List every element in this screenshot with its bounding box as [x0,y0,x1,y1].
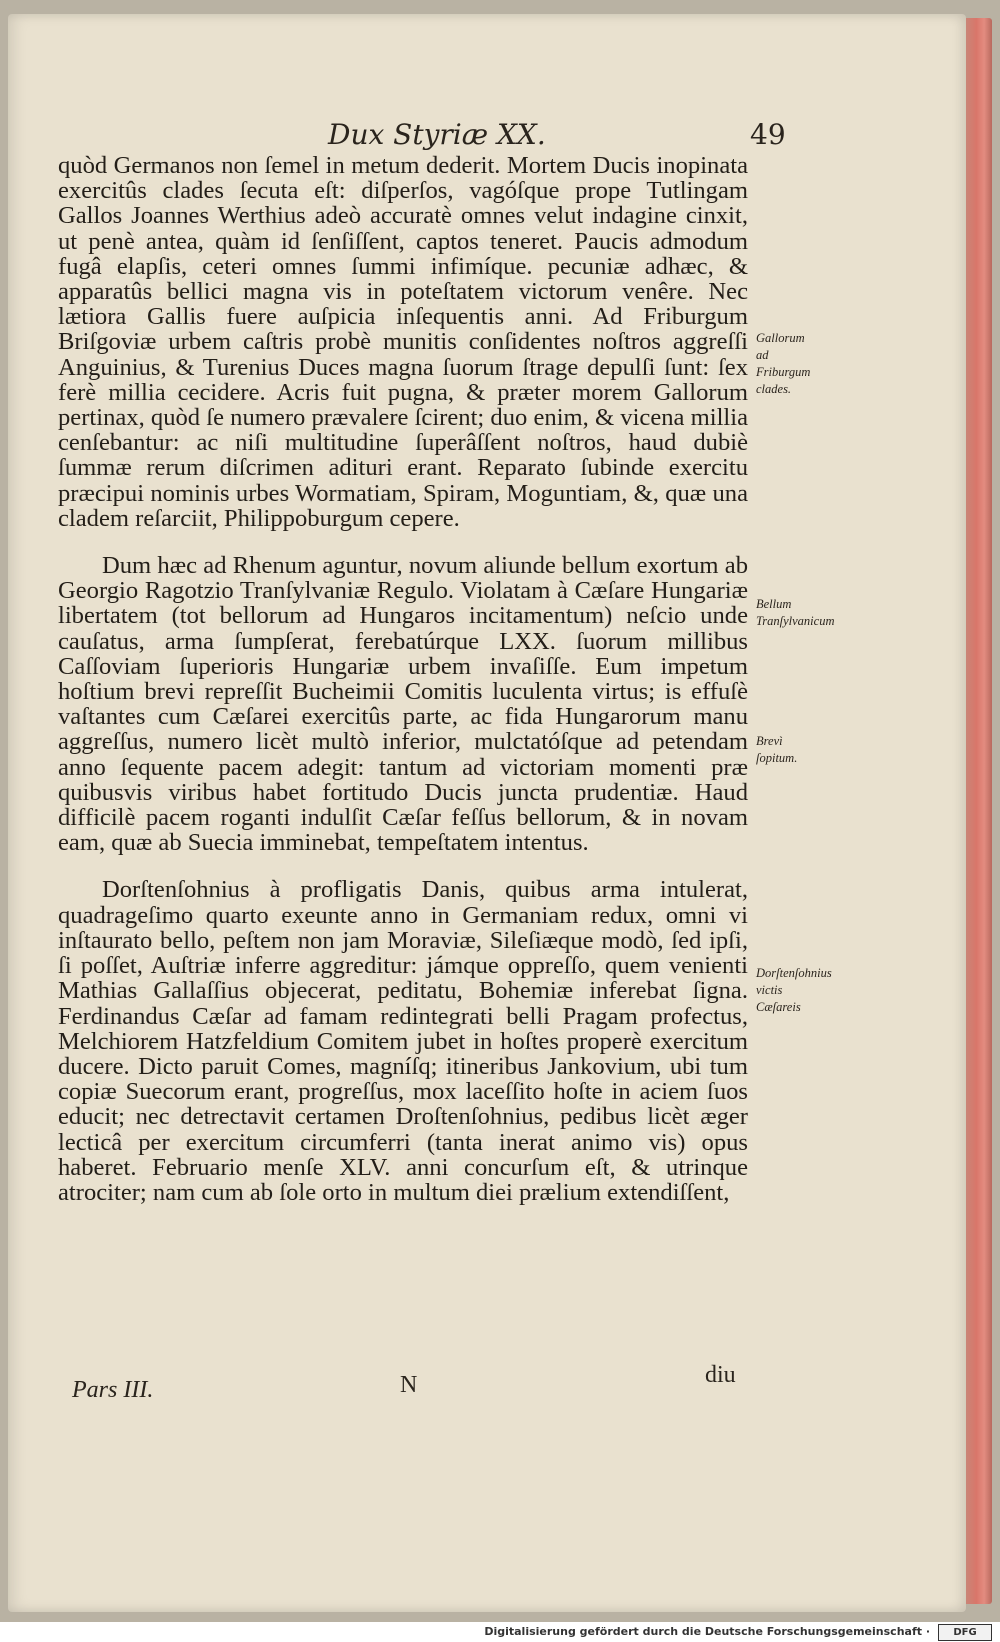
page-number: 49 [750,118,786,151]
dfg-logo-icon: DFG [938,1624,992,1641]
paragraph-2: Dum hæc ad Rhenum aguntur, novum aliunde bellum exortum ab Georgio Ragotzio Tranſylvaniæ Regulo. Violatam à Cæſare Hungariæ libertatem (tot bellorum ad Hungaros incitamentum) neſcio unde cauſatus, arma ſumpſerat, ferebatúrque LXX. ſuorum millibus Caſſoviam ſuperioris Hungariæ urbem invaſiſſe. Eum impetum hoſtium brevi repreſſit Bucheimii Comitis luculenta virtus; is effuſè vaſtantes cum Cæſarei exercitûs parte, ac fida Hungarorum manu aggreſſus, numero licèt multò inferior, mulctatóſque ad petendam anno ſequente pacem adegit: tantum ad victoriam momenti præ quibusvis viribus habet fortitudo Ducis juncta prudentiæ. Haud difficilè pacem roganti indulſit Cæſar feſſus bellorum, & in novam eam, quæ ab Suecia imminebat, tempeſtatem intentus. [58,552,748,857]
marginal-note-gallorum: Gallorum ad Friburgum clades. [756,331,811,396]
signature-mark: Pars III. [72,1377,154,1403]
digitization-note: Digitalisierung gefördert durch die Deutsche Forschungsgemeinschaft · [484,1625,930,1638]
marginal-note-brevi: Brevì ſopitum. [756,734,798,765]
paragraph-1: quòd Germanos non ſemel in metum dederit. Mortem Ducis inopinata exercitûs clades ſecuta eſt: diſperſos, vagóſque prope Tutlingam Gallos Joannes Werthius adeò accuratè omnes velut indagine cinxit, ut penè antea, quàm id ſenſiſſent, captos teneret. Paucis admodum fugâ elapſis, ceteri omnes ſummi infimíque. pecuniæ adhæc, & apparatûs bellici magna vis in poteſtatem victorum venêre. Nec lætiora Gallis fuere auſpicia inſequentis anni. Ad Friburgum Briſgoviæ urbem caſtris probè munitis conſidentes noſtros aggreſſi Anguinius, & Turenius Duces magna ſuorum ſtrage depulſi ſunt: ſex ferè millia cecidere. Acris fuit pugna, & præter morem Gallorum pertinax, quòd ſe numero prævalere ſcirent; duo enim, & vicena millia cenſebantur: ac niſi multitudine ſuperâſſent noſtros, haud dubiè ſummæ rerum diſcrimen adituri erant. Reparato ſubinde exercitu præcipui nominis urbes Wormatiam, Spiram, Moguntiam, &, quæ una cladem reſarciit, Philippoburgum cepere. [58,152,748,532]
body-text [58,153,748,1205]
digitization-footer [0,1622,1000,1642]
red-page-edge [966,18,992,1604]
running-head-title: Dux Styriæ XX. [328,118,546,151]
gathering-letter: N [400,1372,418,1398]
paragraph-3: Dorſtenſohnius à profligatis Danis, quibus arma intulerat, quadrageſimo quarto exeunte anno in Germaniam redux, omni vi inſtaurato bello, peſtem non jam Moraviæ, Sileſiæque modò, ſed ipſi, ſi poſſet, Auſtriæ inferre aggreditur: jámque oppreſſo, quem venienti Mathias Gallaſſius objecerat, peditatu, Bohemiæ inferebat ſigna. Ferdinandus Cæſar ad famam redintegrati belli Pragam profectus, Melchiorem Hatzfeldium Comitem jubet in hoſtes properè exercitum ducere. Dicto paruit Comes, magníſq; itineribus Jankovium, ubi tum copiæ Suecorum erant, progreſſus, mox laceſſito hoſte in aciem ſuos educit; nec detrectavit certamen Droſtenſohnius, pedibus licèt æger lecticâ per exercitum circumferri (tanta inerat animo vis) opus haberet. Februario menſe XLV. anni concurſum eſt, & utrinque atrociter; nam cum ab ſole orto in multum diei prælium extendiſſent, [58,876,748,1206]
marginal-note-bellum: Bellum Tranſylvanicum [756,597,835,628]
catchword: diu [705,1362,736,1388]
marginal-note-dorstensohnius: Dorſtenſohnius victis Cæſareis [756,966,832,1014]
